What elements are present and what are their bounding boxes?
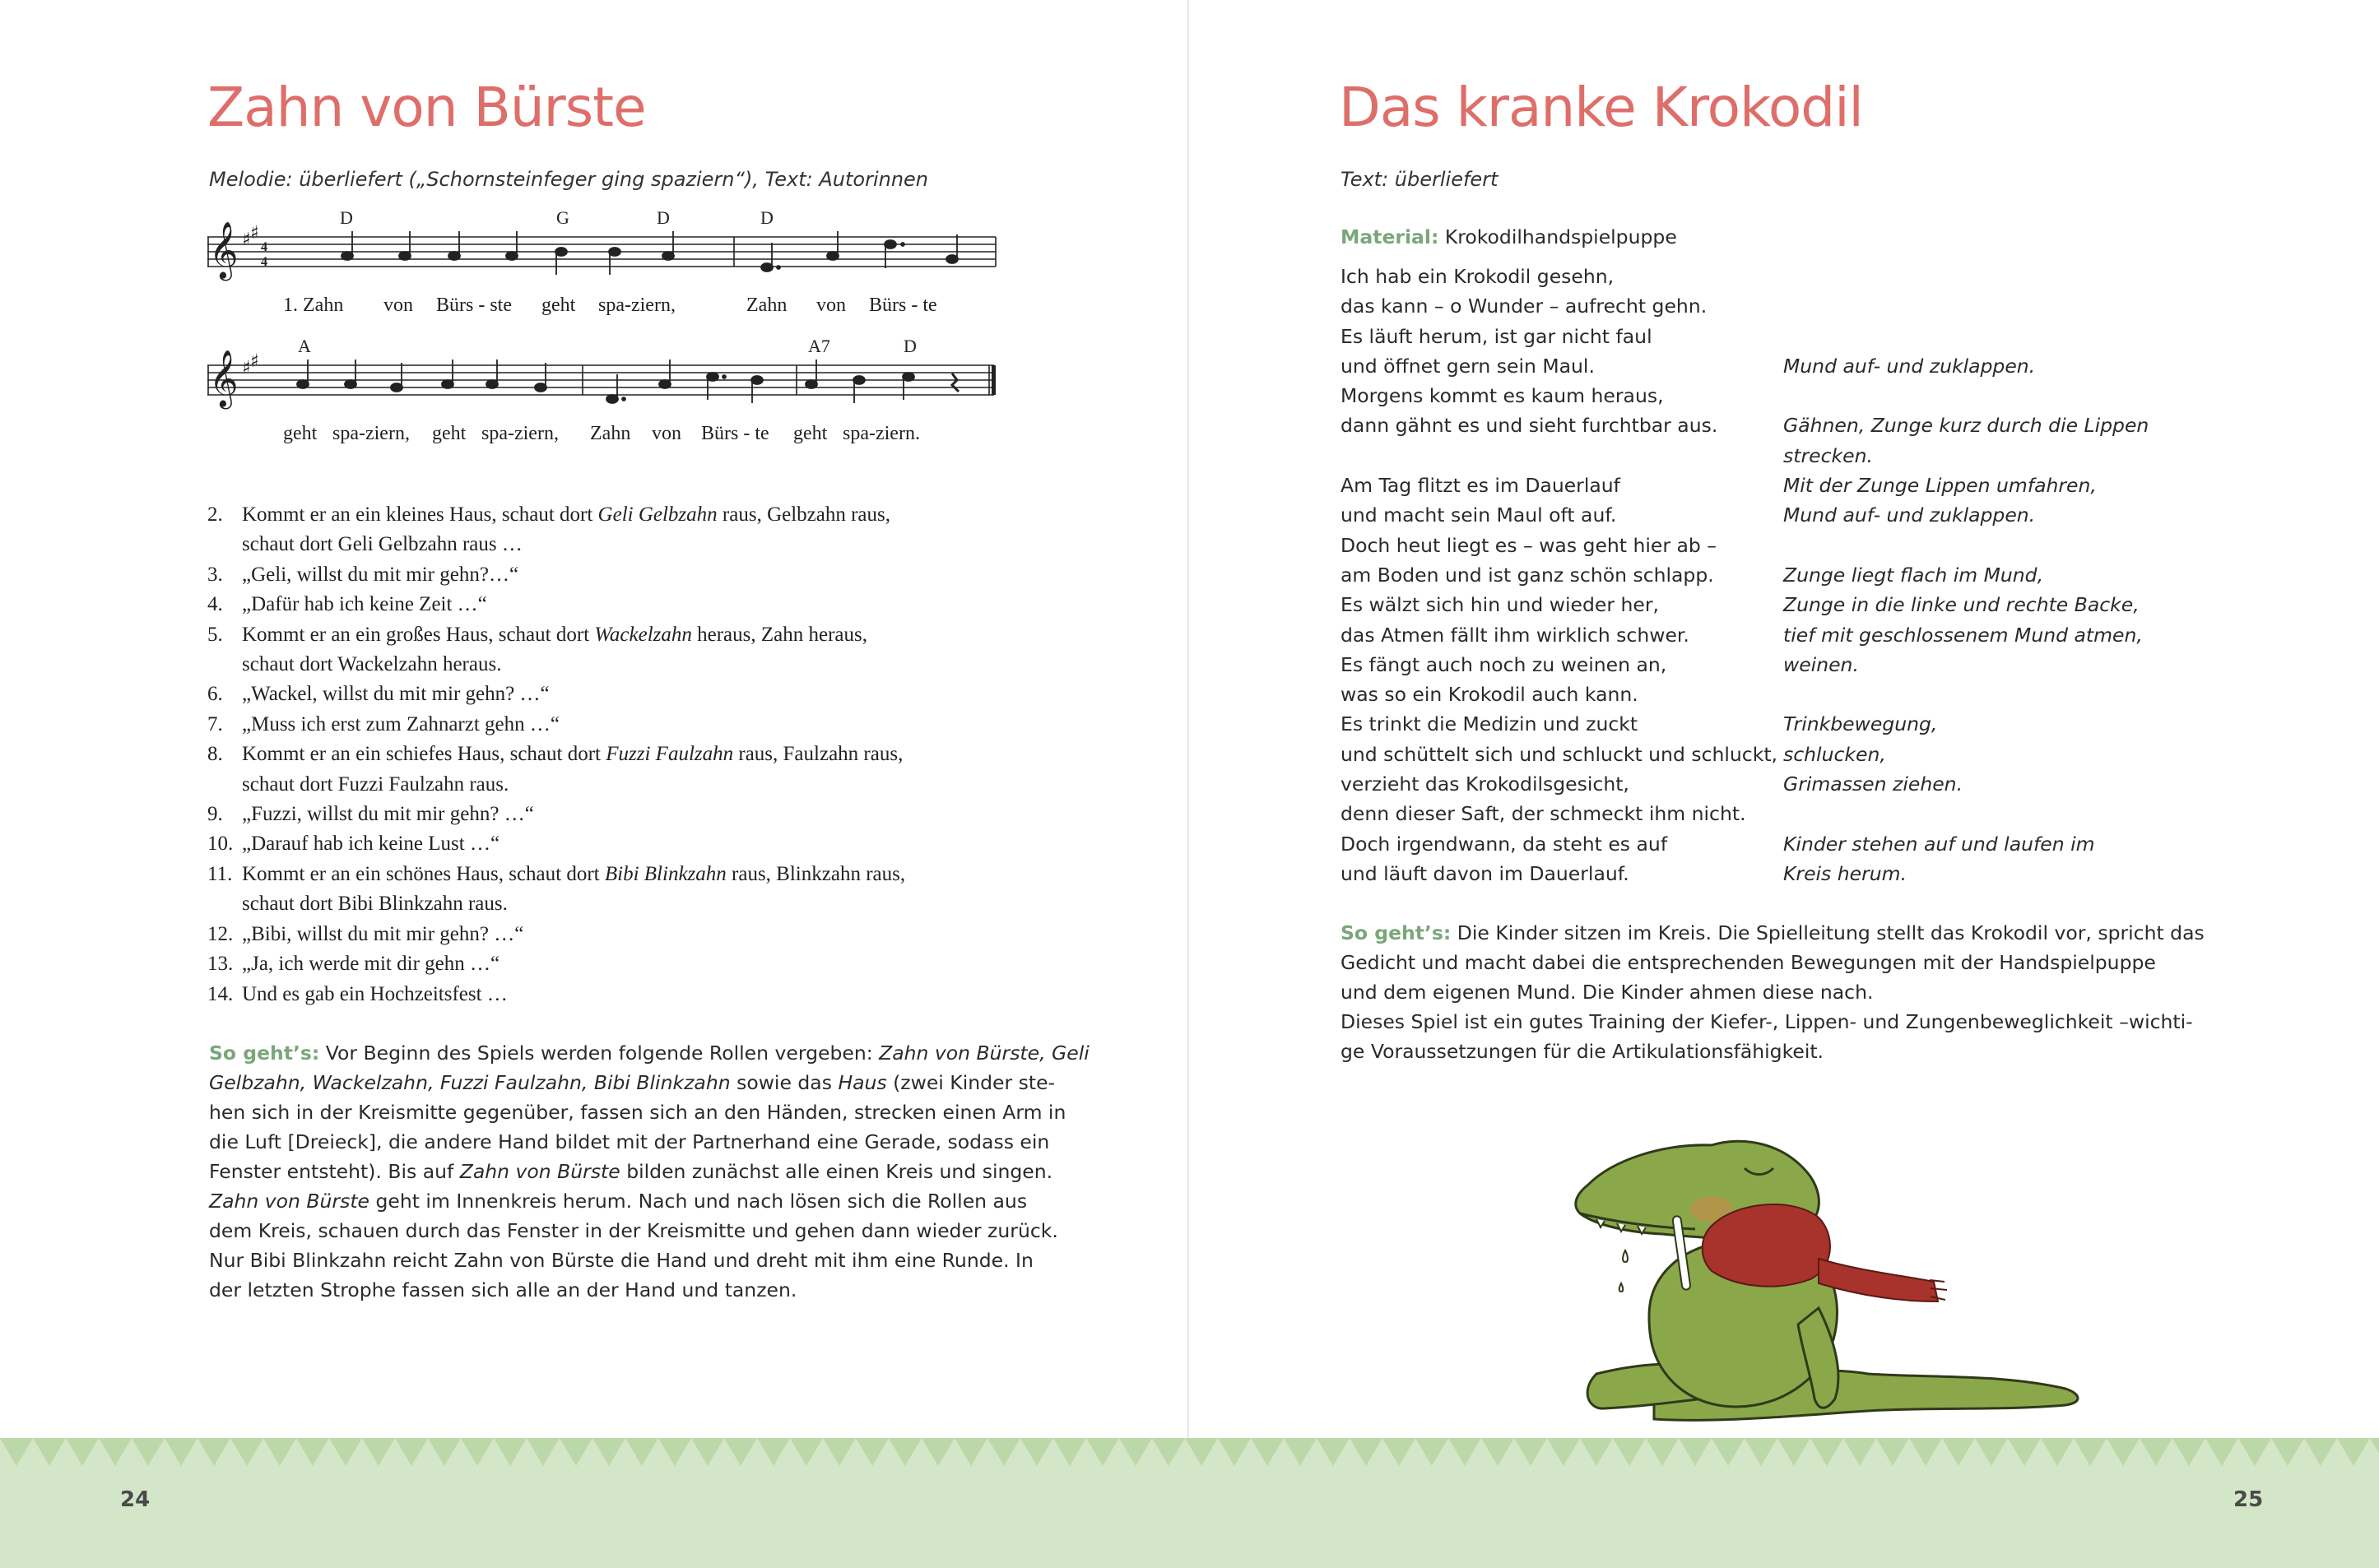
list-item: 13. „Ja, ich werde mit dir gehn …“ (207, 953, 500, 976)
poem-row: dann gähnt es und sieht furchtbar aus. Gähnen, Zunge kurz durch die Lippen (1341, 414, 2149, 438)
svg-text:D: D (340, 207, 353, 228)
svg-text:D: D (760, 207, 774, 228)
lyrics-row-2: geht spa-ziern, geht spa-ziern, Zahn von Bürs - te geht spa-ziern. (283, 423, 920, 444)
music-staff-row-2 (207, 332, 997, 415)
svg-text:G: G (556, 207, 569, 228)
list-item: 14. Und es gab ein Hochzeitsfest … (207, 982, 508, 1005)
svg-text:♯: ♯ (242, 358, 251, 378)
svg-text:♯: ♯ (242, 230, 251, 250)
page-number-left: 24 (120, 1487, 151, 1512)
svg-text:A7: A7 (808, 336, 830, 356)
poem-row: Ich hab ein Krokodil gesehn, (1341, 265, 1615, 288)
song-title: Zahn von Bürste (207, 76, 646, 139)
list-item: 2. Kommt er an ein kleines Haus, schaut dort Geli Gelbzahn raus, Gelbzahn raus, (207, 503, 891, 526)
poem-row: Doch irgendwann, da steht es auf Kinder stehen auf und laufen im (1341, 832, 2095, 856)
poem-row: Es fängt auch noch zu weinen an, weinen. (1341, 652, 1859, 676)
poem-with-gestures (1341, 262, 2149, 888)
poem-row: und öffnet gern sein Maul. Mund auf- und zuklappen. (1341, 354, 2036, 378)
poem-row: und schüttelt sich und schluckt und schluckt, schlucken, (1341, 742, 1886, 766)
poem-row: Doch heut liegt es – was geht hier ab – (1341, 533, 1717, 557)
list-item: schaut dort Wackelzahn heraus. (242, 653, 502, 676)
list-item: 7. „Muss ich erst zum Zahnarzt gehn …“ (207, 712, 560, 735)
poem-row: Es läuft herum, ist gar nicht faul (1341, 324, 1652, 348)
poem-row: und läuft davon im Dauerlauf. Kreis herum. (1341, 861, 1907, 885)
svg-text:4: 4 (261, 255, 267, 269)
svg-text:♯: ♯ (250, 223, 259, 244)
music-staff-row-1 (207, 204, 997, 286)
list-item: schaut dort Geli Gelbzahn raus … (242, 533, 523, 556)
list-item: schaut dort Bibi Blinkzahn raus. (242, 893, 508, 916)
list-item: 10. „Darauf hab ich keine Lust …“ (207, 833, 500, 856)
footer-zigzag-band (0, 1438, 2379, 1568)
poem-row: und macht sein Maul oft auf. Mund auf- und zuklappen. (1341, 503, 2036, 527)
poem-row: was so ein Krokodil auch kann. (1341, 683, 1638, 707)
poem-row: Morgens kommt es kaum heraus, (1341, 384, 1664, 408)
svg-text:D: D (904, 336, 917, 356)
svg-text:𝄞: 𝄞 (209, 350, 239, 407)
poem-row: das Atmen fällt ihm wirklich schwer. tief mit geschlossenem Mund atmen, (1341, 623, 2143, 647)
instructions-left: So geht’s: Vor Beginn des Spiels werden folgende Rollen vergeben: Zahn von Bürste, Geli Gelbzahn, Wackelzahn, Fuzzi Faulzahn, Bibi Blinkzahn sowie das Haus (zwei Kinder ste- hen sich in der Kreismitte gegenüber, fassen sich an den Händen, strecken einen Arm in die Luft [Dreieck], die andere Hand bildet mit der Partnerhand eine Gerade, sodass ein Fenster entsteht). Bis auf Zahn von Bürste bilden zunächst alle einen Kreis und singen. Zahn von Bürste geht im Innenkreis herum. Nach und nach lösen sich die Rollen aus dem Kreis, schauen durch das Fenster in der Kreismitte und gehen dann wieder zurück. Nur Bibi Blinkzahn reicht Zahn von Bürste die Hand und dreht mit ihm eine Runde. In der letzten Strophe fassen sich alle an der Hand und tanzen. (209, 1041, 1090, 1301)
svg-text:♯: ♯ (250, 351, 259, 372)
list-item: 3. „Geli, willst du mit mir gehn?…“ (207, 563, 519, 586)
material-line: Material: Krokodilhandspielpuppe (1341, 225, 1677, 248)
poem-row: am Boden und ist ganz schön schlapp. Zunge liegt flach im Mund, (1341, 563, 2044, 587)
list-item: 9. „Fuzzi, willst du mit mir gehn? …“ (207, 803, 534, 826)
poem-row: verzieht das Krokodilsgesicht, Grimassen ziehen. (1341, 772, 1963, 796)
list-item: 8. Kommt er an ein schiefes Haus, schaut dort Fuzzi Faulzahn raus, Faulzahn raus, (207, 743, 904, 766)
lyrics-row-1: 1. Zahn von Bürs - ste geht spa-ziern, Zahn von Bürs - te (283, 295, 937, 316)
verse-list (207, 500, 1113, 1009)
svg-text:D: D (657, 207, 670, 228)
poem-row: Es wälzt sich hin und wieder her, Zunge in die linke und rechte Backe, (1341, 593, 2140, 617)
instructions-right: So geht’s: Die Kinder sitzen im Kreis. Die Spielleitung stellt das Krokodil vor, spricht das Gedicht und macht dabei die entsprechenden Bewegungen mit der Handspielpuppe und dem eigenen Mund. Die Kinder ahmen diese nach. Dieses Spiel ist ein gutes Training der Kiefer-, Lippen- und Zungenbeweglichkeit –wichti- ge Voraussetzungen für die Artikulationsfähigkeit. (1341, 921, 2205, 1063)
list-item: 6. „Wackel, willst du mit mir gehn? …“ (207, 683, 550, 706)
poem-credits: Text: überliefert (1341, 168, 1498, 191)
svg-text:A: A (298, 336, 311, 356)
poem-row: strecken. (1783, 443, 1873, 467)
poem-title: Das kranke Krokodil (1339, 76, 1863, 139)
list-item: 12. „Bibi, willst du mit mir gehn? …“ (207, 922, 524, 945)
treble-clef-icon: 𝄞 (209, 221, 239, 279)
poem-row: Am Tag flitzt es im Dauerlauf Mit der Zunge Lippen umfahren, (1341, 474, 2097, 498)
svg-text:4: 4 (261, 240, 267, 254)
list-item: 11. Kommt er an ein schönes Haus, schaut dort Bibi Blinkzahn raus, Blinkzahn raus, (207, 862, 906, 885)
list-item: schaut dort Fuzzi Faulzahn raus. (242, 772, 509, 796)
list-item: 5. Kommt er an ein großes Haus, schaut dort Wackelzahn heraus, Zahn heraus, (207, 623, 867, 646)
poem-row: Es trinkt die Medizin und zuckt Trinkbewegung, (1341, 712, 1938, 736)
poem-row: das kann – o Wunder – aufrecht gehn. (1341, 295, 1708, 318)
list-item: 4. „Dafür hab ich keine Zeit …“ (207, 593, 487, 616)
song-credits: Melodie: überliefert („Schornsteinfeger ging spaziern“), Text: Autorinnen (209, 168, 929, 191)
page-number-right: 25 (2233, 1487, 2264, 1512)
book-gutter (1187, 0, 1189, 1448)
poem-row: denn dieser Saft, der schmeckt ihm nicht. (1341, 802, 1746, 826)
crocodile-illustration (1473, 1127, 2131, 1448)
